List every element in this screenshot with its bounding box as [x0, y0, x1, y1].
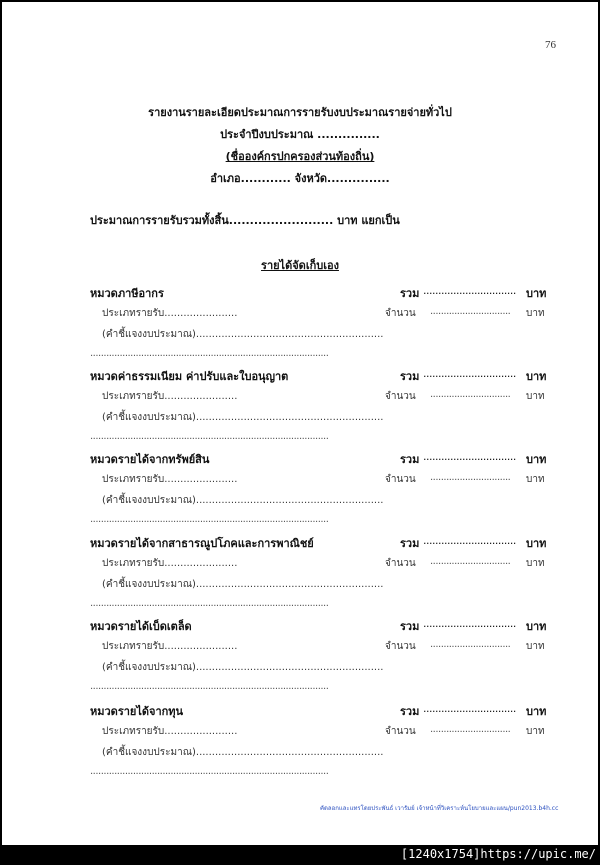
category-block: [90, 367, 550, 451]
category-title: หมวดภาษีอากร: [90, 287, 164, 300]
district-province-line: อำเภอ............ จังหวัด...............: [210, 172, 390, 185]
income-type-line: ประเภทรายรับ.......................: [102, 641, 238, 652]
sum-unit: บาท: [526, 620, 547, 633]
sum-unit: บาท: [526, 705, 547, 718]
sum-blank: ...............................: [423, 617, 516, 630]
sum-label: รวม: [400, 370, 420, 383]
page-number: 76: [545, 39, 556, 51]
blank-line: .........................................................................................: [90, 766, 329, 777]
amount-blank: ..............................: [430, 306, 511, 317]
amount-unit: บาท: [526, 391, 545, 402]
income-type-line: ประเภทรายรับ.......................: [102, 308, 238, 319]
income-type-line: ประเภทรายรับ.......................: [102, 558, 238, 569]
blank-line: .........................................................................................: [90, 514, 329, 525]
sum-blank: ...............................: [423, 450, 516, 463]
report-title: รายงานรายละเอียดประมาณการรายรับงบประมาณรายจ่ายทั่วไป: [148, 106, 452, 119]
document-page: [2, 2, 598, 845]
amount-blank: ..............................: [430, 556, 511, 567]
sum-label: รวม: [400, 453, 420, 466]
sum-unit: บาท: [526, 453, 547, 466]
amount-blank: ..............................: [430, 639, 511, 650]
explanation-line: (คำชี้แจงงบประมาณ)...........................................................: [102, 329, 384, 340]
amount-label: จำนวน: [385, 726, 416, 737]
category-title: หมวดค่าธรรมเนียม ค่าปรับและใบอนุญาต: [90, 370, 289, 383]
explanation-line: (คำชี้แจงงบประมาณ)...........................................................: [102, 495, 384, 506]
amount-label: จำนวน: [385, 641, 416, 652]
income-type-line: ประเภทรายรับ.......................: [102, 391, 238, 402]
amount-label: จำนวน: [385, 474, 416, 485]
total-revenue-line: ประมาณการรายรับรวมทั้งสิ้น......................... บาท แยกเป็น: [90, 214, 400, 227]
image-host-footer: [0, 845, 600, 865]
credit-line: คัดลอกและแทรโดยประพันธ์ เวารัมย์ เจ้าหน้าที่วิเคราะห์นโยบายและแผน/pun2013.b4h.cc: [320, 805, 559, 812]
sum-unit: บาท: [526, 537, 547, 550]
blank-line: .........................................................................................: [90, 598, 329, 609]
explanation-line: (คำชี้แจงงบประมาณ)...........................................................: [102, 412, 384, 423]
organization-name: (ชื่อองค์กรปกครองส่วนท้องถิ่น): [225, 150, 375, 163]
amount-blank: ..............................: [430, 724, 511, 735]
sum-blank: ...............................: [423, 702, 516, 715]
sum-label: รวม: [400, 537, 420, 550]
category-block: [90, 284, 550, 368]
blank-line: .........................................................................................: [90, 348, 329, 359]
category-title: หมวดรายได้จากทรัพย์สิน: [90, 453, 210, 466]
sum-blank: ...............................: [423, 367, 516, 380]
category-title: หมวดรายได้เบ็ดเตล็ด: [90, 620, 192, 633]
amount-label: จำนวน: [385, 308, 416, 319]
image-size-url: [1240x1754]https://upic.me/: [400, 847, 596, 861]
sum-label: รวม: [400, 705, 420, 718]
category-block: [90, 534, 550, 618]
report-title-block: [2, 102, 598, 190]
category-title: หมวดรายได้จากทุน: [90, 705, 184, 718]
amount-unit: บาท: [526, 641, 545, 652]
explanation-line: (คำชี้แจงงบประมาณ)...........................................................: [102, 662, 384, 673]
amount-blank: ..............................: [430, 389, 511, 400]
amount-blank: ..............................: [430, 472, 511, 483]
sum-unit: บาท: [526, 287, 547, 300]
sum-label: รวม: [400, 287, 420, 300]
category-title: หมวดรายได้จากสาธารณูปโภคและการพาณิชย์: [90, 537, 314, 550]
blank-line: .........................................................................................: [90, 431, 329, 442]
amount-label: จำนวน: [385, 558, 416, 569]
explanation-line: (คำชี้แจงงบประมาณ)...........................................................: [102, 747, 384, 758]
fiscal-year-line: ประจำปีงบประมาณ ...............: [220, 128, 380, 141]
explanation-line: (คำชี้แจงงบประมาณ)...........................................................: [102, 579, 384, 590]
sum-unit: บาท: [526, 370, 547, 383]
income-type-line: ประเภทรายรับ.......................: [102, 726, 238, 737]
category-block: [90, 702, 550, 786]
income-type-line: ประเภทรายรับ.......................: [102, 474, 238, 485]
category-block: [90, 617, 550, 701]
amount-unit: บาท: [526, 558, 545, 569]
amount-label: จำนวน: [385, 391, 416, 402]
section-heading: รายได้จัดเก็บเอง: [261, 259, 339, 272]
category-block: [90, 450, 550, 534]
amount-unit: บาท: [526, 726, 545, 737]
sum-blank: ...............................: [423, 284, 516, 297]
amount-unit: บาท: [526, 474, 545, 485]
blank-line: .........................................................................................: [90, 681, 329, 692]
amount-unit: บาท: [526, 308, 545, 319]
sum-blank: ...............................: [423, 534, 516, 547]
sum-label: รวม: [400, 620, 420, 633]
